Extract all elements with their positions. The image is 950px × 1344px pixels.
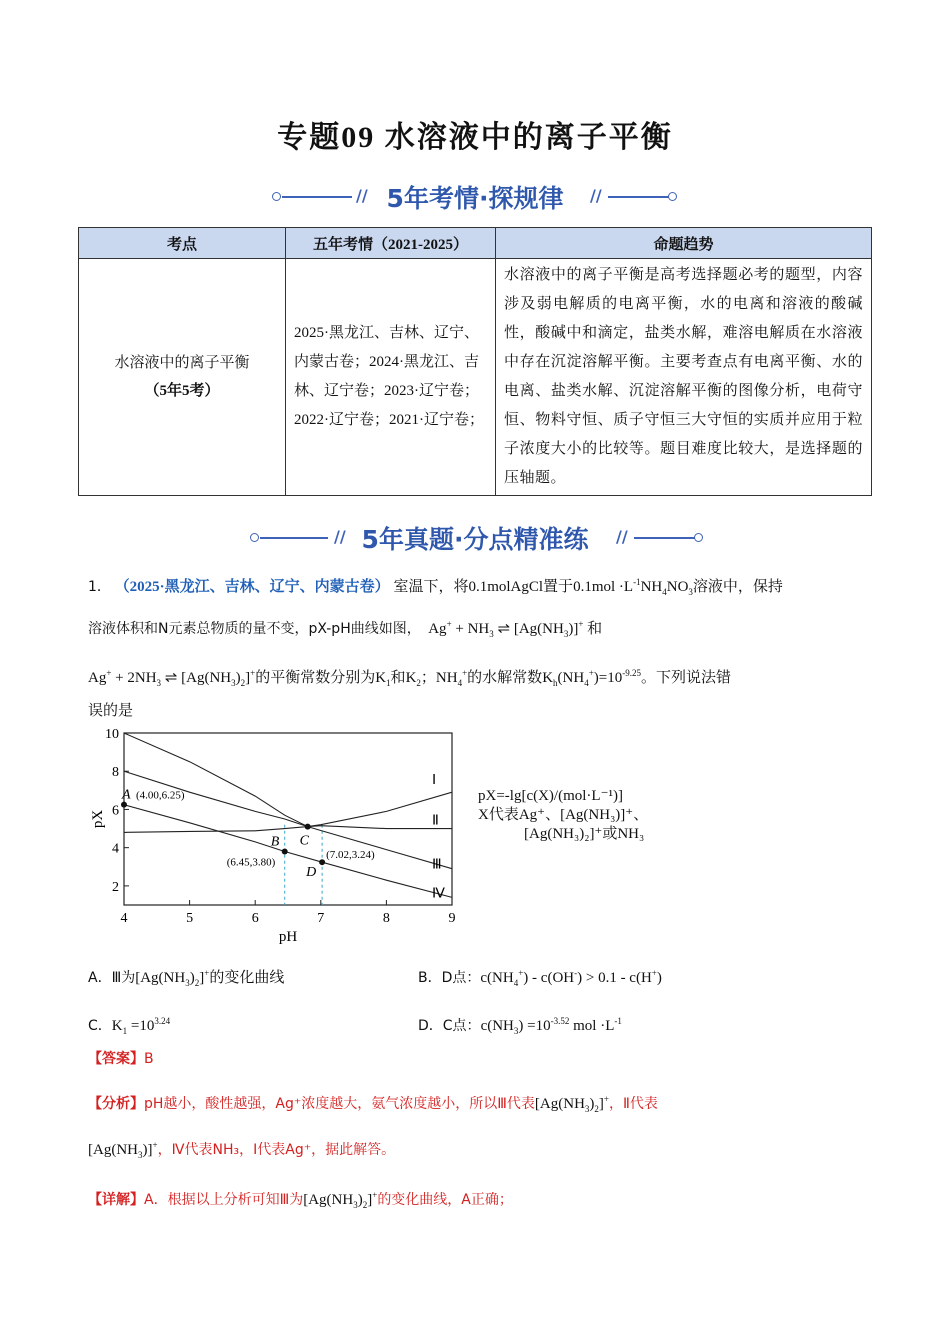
y-axis-label: pX: [90, 809, 106, 829]
answer-label: 【答案】: [88, 1051, 144, 1067]
series-line-4: [124, 805, 452, 898]
series-label: Ⅰ: [432, 773, 437, 789]
q-text: 的平衡常数分别为: [255, 670, 376, 686]
cell-trend: 水溶液中的离子平衡是高考选择题必考的题型，内容涉及弱电解质的电离平衡，水的电离和溶液的酸碱性，酸碱中和滴定，盐类水解，难溶电解质在水溶液中存在沉淀溶解平衡。主要考查点有电离平衡、水的电离、盐类水解、沉淀溶解平衡的图像分析，电荷守恒、物料守恒、质子守恒三大守恒的实质并应用于粒子浓度大小的比较等。题目难度比较大，是选择题的压轴题。: [496, 259, 872, 496]
header-years: 五年考情（2021-2025）: [286, 228, 496, 259]
point-C: [305, 824, 311, 830]
x-tick-label: 5: [186, 911, 194, 926]
point-D: [319, 859, 325, 865]
q-text: 和: [390, 670, 406, 686]
header-point: 考点: [79, 228, 286, 259]
q-text: ；: [420, 670, 436, 686]
x-tick-label: 7: [317, 911, 325, 926]
q-text: 溶液中，保持: [692, 579, 783, 595]
question-line-1: 1． （2025·黑龙江、吉林、辽宁、内蒙古卷） 室温下，将0.1molAgCl置于$0.1mol \cdot L^{-1}NH_4NO_3$溶液中，保持: [88, 577, 783, 597]
question-line-4: 误的是: [88, 703, 134, 719]
analysis-line-2: $[Ag(NH_3)]^+$，Ⅳ代表NH₃，Ⅰ代表Ag⁺，据此解答。: [88, 1140, 396, 1160]
series-line-2: [124, 826, 452, 833]
x-tick-label: 8: [382, 911, 390, 926]
answer-value: B: [144, 1051, 154, 1067]
analysis-text: ，Ⅱ代表: [609, 1096, 658, 1112]
y-tick-label: 6: [112, 803, 119, 819]
point-label: C: [299, 833, 310, 849]
q-text: 的水解常数: [467, 670, 543, 686]
px-ph-chart: [80, 725, 480, 945]
detail-text: 的变化曲线，A正确；: [377, 1192, 513, 1208]
y-tick-label: 4: [112, 841, 119, 857]
header-trend: 命题趋势: [496, 228, 872, 259]
series-line-3: [124, 771, 452, 869]
option-b[interactable]: B．D点：$c(NH_4^+) - c(OH^-) > 0.1 - c(H^+)$: [418, 968, 662, 988]
legend-line-3: [Ag(NH₃)₂]⁺或NH₃: [524, 826, 645, 842]
question-source: （2025·黑龙江、吉林、辽宁、内蒙古卷）: [114, 579, 390, 595]
cell-point: [79, 259, 286, 496]
point-name: 水溶液中的离子平衡: [114, 355, 250, 371]
option-a[interactable]: A．Ⅲ为$[Ag(NH_3)_2]^+$的变化曲线: [88, 968, 285, 988]
point-coord: (6.45,3.80): [226, 856, 276, 869]
q-text: 。下列说法错: [641, 670, 732, 686]
x-tick-label: 9: [448, 911, 456, 926]
detail-label: 【详解】: [88, 1192, 144, 1208]
cell-years: 2025·黑龙江、吉林、辽宁、内蒙古卷；2024·黑龙江、吉林、辽宁卷；2023·辽宁卷；2022·辽宁卷；2021·辽宁卷；: [286, 259, 496, 496]
option-label: C．: [88, 1018, 112, 1034]
legend-line-1: pX=-lg[c(X)/(mol·L⁻¹)]: [478, 788, 623, 804]
section-banner-1: // 5年考情·探规律 //: [0, 177, 950, 217]
legend-line-2: X代表Ag⁺、[Ag(NH₃)]⁺、: [478, 807, 649, 823]
y-tick-label: 10: [105, 727, 119, 742]
q-text: 溶液体积和N元素总物质的量不变，pX-pH曲线如图，: [88, 621, 421, 637]
option-c[interactable]: C．$K_1 =10^{3.24}$: [88, 1016, 171, 1036]
x-axis-label: pH: [278, 929, 298, 945]
answer-line: [88, 1048, 154, 1070]
option-label: A．Ⅲ为: [88, 970, 136, 986]
detail-text: A．根据以上分析可知Ⅲ为: [144, 1192, 304, 1208]
analysis-label: 【分析】: [88, 1096, 144, 1112]
section-banner-2: // 5年真题·分点精准练 //: [0, 518, 950, 558]
q-text: 室温下，将: [393, 579, 469, 595]
series-label: Ⅳ: [432, 886, 445, 902]
option-text: 的变化曲线: [209, 970, 285, 986]
point-coord: (4.00,6.25): [136, 789, 185, 802]
y-tick-label: 8: [112, 765, 119, 781]
point-label: A: [122, 787, 131, 803]
page-title: 专题09 水溶液中的离子平衡: [277, 121, 673, 154]
chart-legend: [478, 787, 648, 844]
series-label: Ⅲ: [432, 857, 442, 873]
series-line-1: [124, 733, 452, 827]
point-B: [282, 848, 288, 854]
q-text: 置于: [543, 579, 574, 595]
question-number: 1．: [88, 579, 111, 595]
banner-text: 5年考情·探规律: [386, 184, 564, 213]
option-label: B．D点：: [418, 970, 481, 986]
question-line-3: $Ag^+ + 2NH_3$ ⇌ $[Ag(NH_3)_2]^+$的平衡常数分别为$K_1$和$K_2$；$NH_4^+$的水解常数$K_h(NH_4^+)=10^{-9.25}$。下列说法错: [88, 668, 732, 688]
banner-text: 5年真题·分点精准练: [361, 525, 589, 554]
summary-table: [78, 227, 872, 496]
x-tick-label: 4: [120, 911, 128, 926]
point-label: B: [270, 834, 280, 850]
plot-frame: [124, 733, 452, 905]
x-tick-label: 6: [251, 911, 259, 926]
analysis-line-1: 【分析】pH越小，酸性越强，Ag⁺浓度越大，氨气浓度越小，所以Ⅲ代表$[Ag(NH_3)_2]^+$，Ⅱ代表: [88, 1094, 658, 1114]
option-label: D．C点：: [418, 1018, 481, 1034]
analysis-text: pH越小，酸性越强，Ag⁺浓度越大，氨气浓度越小，所以Ⅲ代表: [144, 1096, 535, 1112]
option-d[interactable]: D．C点：$c(NH_3) =10^{-3.52}$ mol $\cdot L^{-1}$: [418, 1016, 622, 1036]
q-formula: 0.1molAgCl: [468, 579, 544, 595]
series-label: Ⅱ: [432, 813, 439, 829]
point-label: D: [306, 865, 317, 881]
analysis-text: ，Ⅳ代表NH₃，Ⅰ代表Ag⁺，据此解答。: [157, 1142, 396, 1158]
detail-line-1: 【详解】A．根据以上分析可知Ⅲ为$[Ag(NH_3)_2]^+$的变化曲线，A正确；: [88, 1190, 513, 1210]
y-tick-label: 2: [112, 879, 119, 895]
point-count: （5年5考）: [144, 383, 220, 399]
q-text: 和: [587, 621, 603, 637]
point-coord: (7.02,3.24): [326, 849, 375, 862]
question-line-2: 溶液体积和N元素总物质的量不变，pX-pH曲线如图， $Ag^+ + NH_3$ ⇌ $[Ag(NH_3)]^+$ 和: [88, 619, 603, 639]
